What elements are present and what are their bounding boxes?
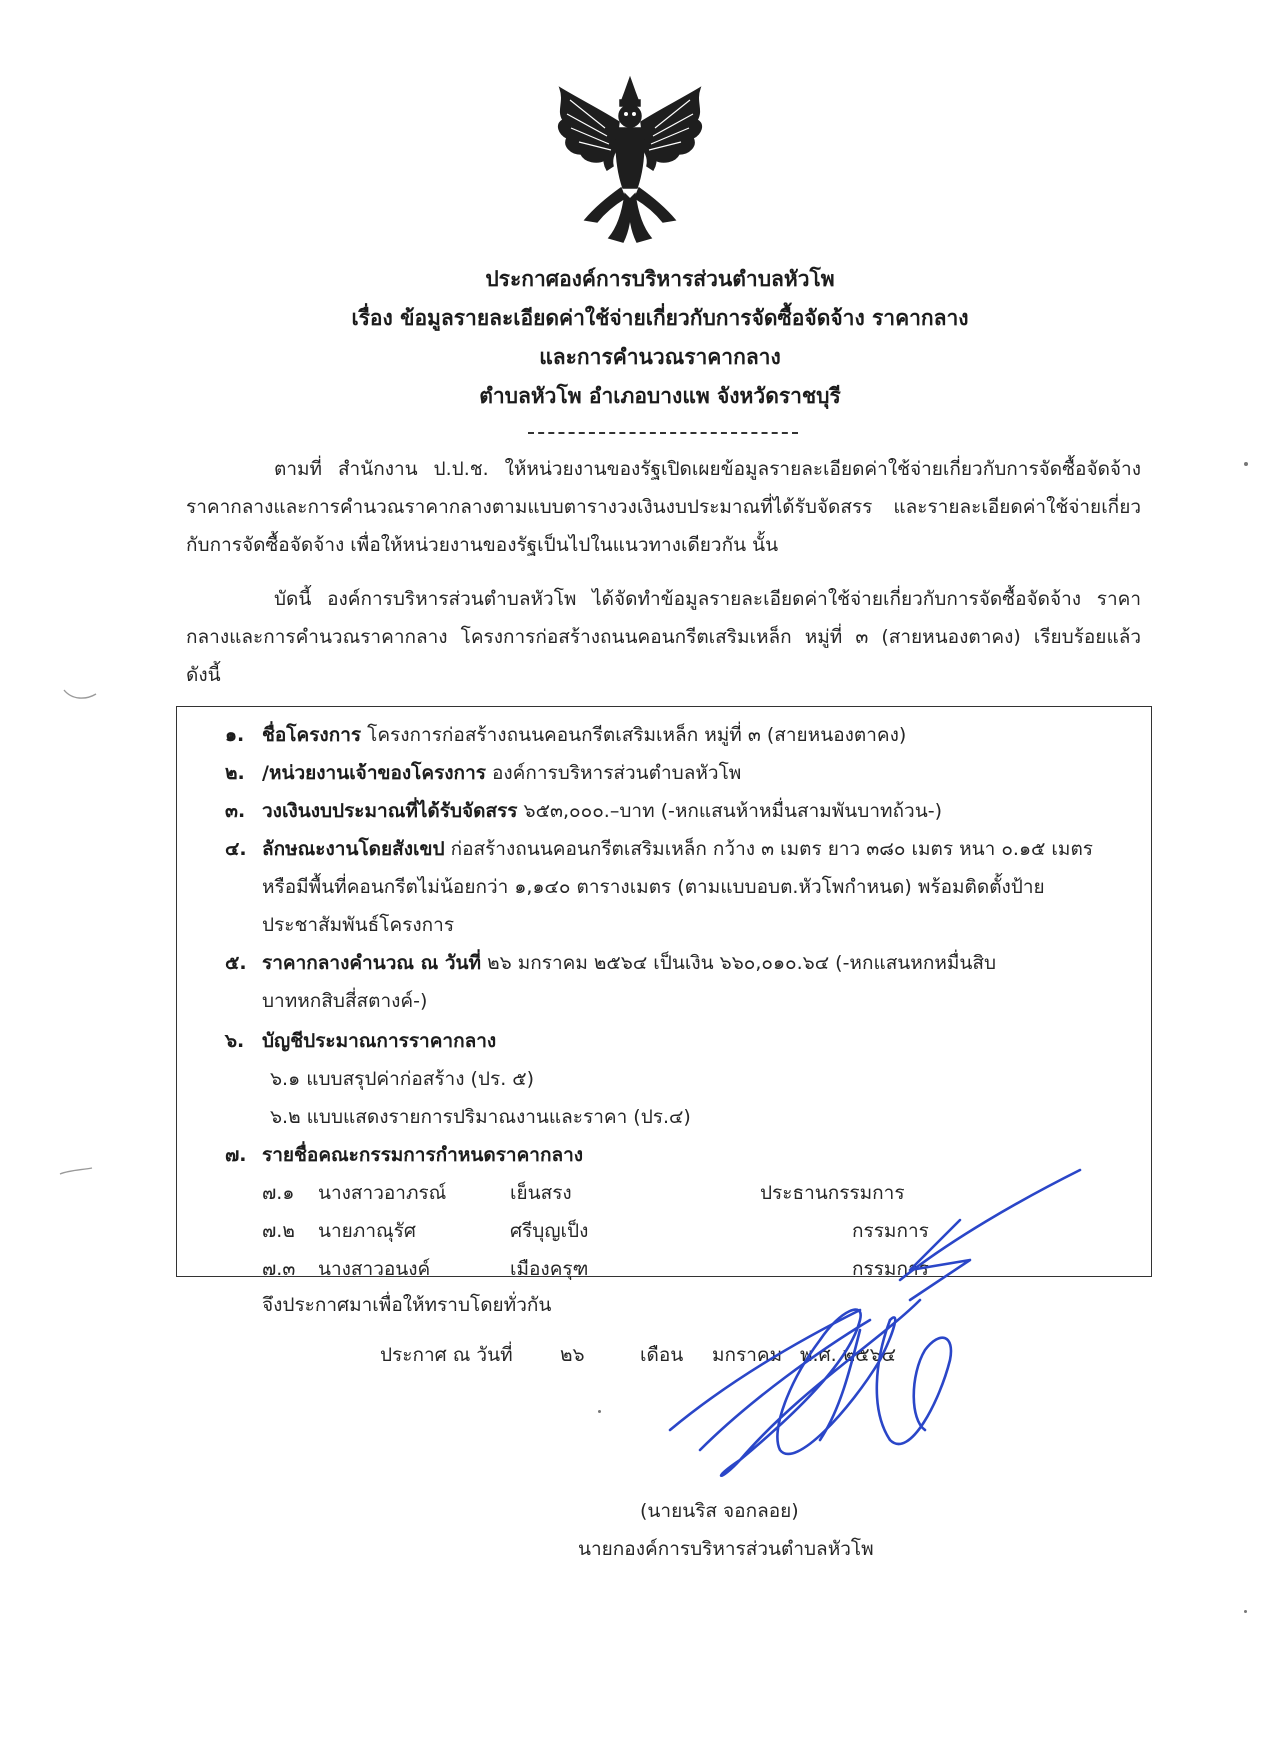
scan-mark [62, 686, 98, 702]
intro-paragraph-2-text: บัดนี้ องค์การบริหารส่วนตำบลหัวโพ ได้จัดทำข้อมูลรายละเอียดค่าใช้จ่ายเกี่ยวกับการจัดซื้อจัดจ้าง ราคากลางและการคำนวณราคากลาง โครงการก่อสร้างถนนคอนกรีตเสริมเหล็ก หมู่ที่ ๓ (สายหนองตาคง) เรียบร้อยแล้ว ดังนี้ [186, 588, 1142, 686]
member-2-number: ๗.๒ [262, 1220, 295, 1242]
item-4-number: ๔. [225, 838, 247, 860]
announce-year: พ.ศ. ๒๕๖๔ [800, 1344, 897, 1366]
item-5-line-2: บาทหกสิบสี่สตางค์-) [262, 990, 428, 1012]
item-5-label: ราคากลางคำนวณ ณ วันที่ [262, 952, 482, 974]
intro-paragraph-1-text: ตามที่ สำนักงาน ป.ป.ช. ให้หน่วยงานของรัฐเปิดเผยข้อมูลรายละเอียดค่าใช้จ่ายเกี่ยวกับการจัดซื้อจัดจ้าง ราคากลางและการคำนวณราคากลางตามแบบตารางวงเงินงบประมาณที่ได้รับจัดสรร และรายละเอียดค่าใช้จ่ายเกี่ยวกับการจัดซื้อจัดจ้าง เพื่อให้หน่วยงานของรัฐเป็นไปในแนวทางเดียวกัน นั้น [186, 458, 1141, 556]
item-1-number: ๑. [225, 724, 245, 746]
member-1-number: ๗.๑ [262, 1182, 295, 1204]
heading-line-2: เรื่อง ข้อมูลรายละเอียดค่าใช้จ่ายเกี่ยวกับการจัดซื้อจัดจ้าง ราคากลาง [351, 306, 969, 330]
item-1-value: โครงการก่อสร้างถนนคอนกรีตเสริมเหล็ก หมู่ที่ ๓ (สายหนองตาคง) [361, 724, 907, 746]
member-2-surname: ศรีบุญเป็ง [510, 1220, 589, 1242]
handwritten-signature-icon [620, 1160, 1100, 1500]
member-1-name: นางสาวอาภรณ์ [318, 1182, 447, 1204]
intro-paragraph-1 [186, 450, 1141, 564]
item-3-label: วงเงินงบประมาณที่ได้รับจัดสรร [262, 800, 518, 822]
scan-mark [58, 1164, 94, 1178]
member-3-number: ๗.๓ [262, 1258, 296, 1280]
item-4 [262, 830, 1093, 868]
heading-divider [528, 432, 798, 434]
item-5-number: ๕. [225, 952, 247, 974]
signatory-title: นายกองค์การบริหารส่วนตำบลหัวโพ [578, 1538, 874, 1560]
item-6-sub-2: ๖.๒ แบบแสดงรายการปริมาณงานและราคา (ปร.๔) [270, 1106, 691, 1128]
item-3-value: ๖๕๓,๐๐๐.–บาท (-หกแสนห้าหมื่นสามพันบาทถ้วน-) [517, 800, 942, 822]
item-2 [262, 754, 741, 792]
intro-paragraph-2 [186, 580, 1141, 694]
member-2-name: นายภาณุรัศ [318, 1220, 416, 1242]
member-1-surname: เย็นสรง [510, 1182, 572, 1204]
item-7 [262, 1136, 583, 1174]
item-2-label: /หน่วยงานเจ้าของโครงการ [262, 762, 486, 784]
item-2-value: องค์การบริหารส่วนตำบลหัวโพ [485, 762, 742, 784]
item-4-line-2: หรือมีพื้นที่คอนกรีตไม่น้อยกว่า ๑,๑๔๐ ตารางเมตร (ตามแบบอบต.หัวโพกำหนด) พร้อมติดตั้งป้าย [262, 876, 1045, 898]
item-5 [262, 944, 996, 982]
scan-speck [598, 1410, 601, 1413]
item-5-value: ๒๖ มกราคม ๒๕๖๔ เป็นเงิน ๖๖๐,๐๑๐.๖๔ (-หกแสนหกหมื่นสิบ [481, 952, 997, 974]
announce-day: ๒๖ [560, 1344, 585, 1366]
item-1 [262, 716, 906, 754]
item-4-value: ก่อสร้างถนนคอนกรีตเสริมเหล็ก กว้าง ๓ เมตร ยาว ๓๘๐ เมตร หนา ๐.๑๕ เมตร [444, 838, 1093, 860]
item-7-label: รายชื่อคณะกรรมการกำหนดราคากลาง [262, 1144, 584, 1166]
announce-month: มกราคม [712, 1344, 783, 1366]
member-2-role: กรรมการ [852, 1220, 929, 1242]
garuda-emblem-icon [545, 70, 715, 250]
closing-statement: จึงประกาศมาเพื่อให้ทราบโดยทั่วกัน [262, 1294, 552, 1316]
item-1-label: ชื่อโครงการ [262, 724, 362, 746]
member-3-name: นางสาวอนงค์ [318, 1258, 431, 1280]
heading-line-4: ตำบลหัวโพ อำเภอบางแพ จังหวัดราชบุรี [479, 384, 841, 408]
item-6-number: ๖. [225, 1030, 245, 1052]
item-6 [262, 1022, 496, 1060]
announce-month-label: เดือน [640, 1344, 684, 1366]
item-6-label: บัญชีประมาณการราคากลาง [262, 1030, 497, 1052]
item-3-number: ๓. [225, 800, 246, 822]
heading-line-3: และการคำนวณราคากลาง [539, 345, 781, 369]
item-3 [262, 792, 942, 830]
item-4-label: ลักษณะงานโดยสังเขป [262, 838, 445, 860]
item-7-number: ๗. [225, 1144, 247, 1166]
scan-speck [1244, 462, 1248, 466]
scan-speck [1244, 1610, 1247, 1613]
signatory-name: (นายนริส จอกลอย) [640, 1500, 799, 1522]
member-3-role: กรรมการ [852, 1258, 929, 1280]
heading-line-1: ประกาศองค์การบริหารส่วนตำบลหัวโพ [485, 267, 835, 291]
member-3-surname: เมืองครุฑ [510, 1258, 589, 1280]
announce-prefix: ประกาศ ณ วันที่ [380, 1344, 513, 1366]
item-4-line-3: ประชาสัมพันธ์โครงการ [262, 914, 455, 936]
member-1-role: ประธานกรรมการ [760, 1182, 905, 1204]
item-2-number: ๒. [225, 762, 245, 784]
item-6-sub-1: ๖.๑ แบบสรุปค่าก่อสร้าง (ปร. ๕) [270, 1068, 535, 1090]
